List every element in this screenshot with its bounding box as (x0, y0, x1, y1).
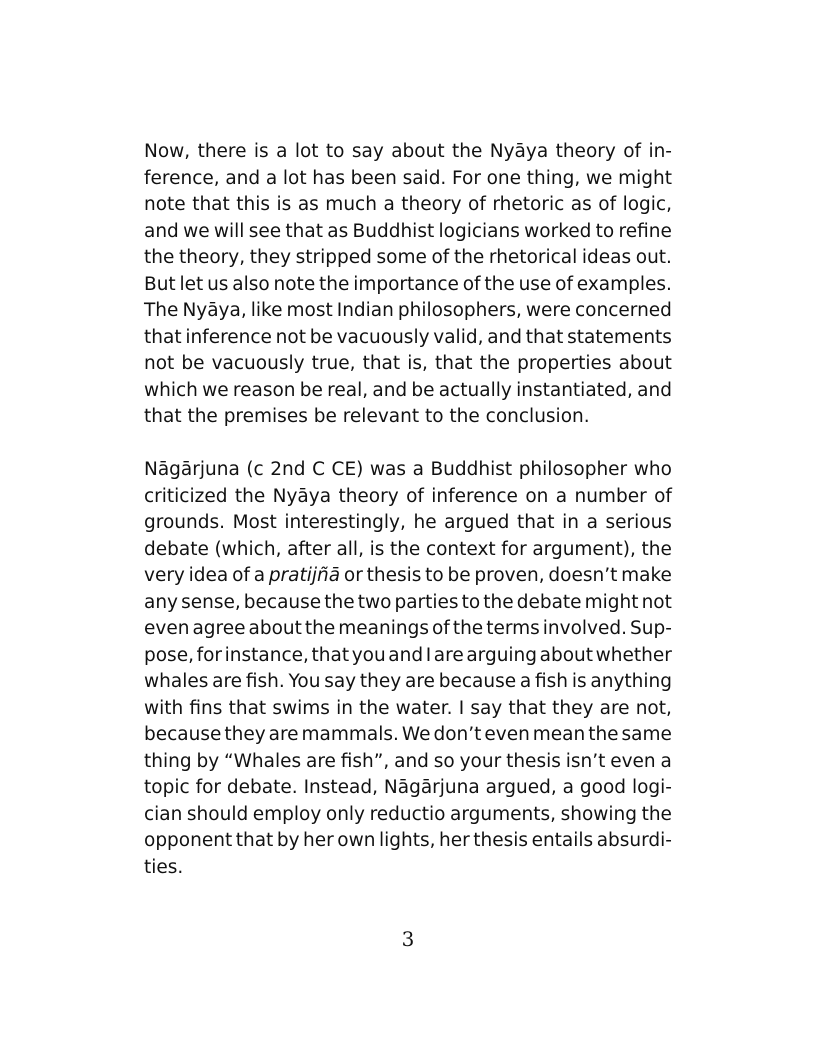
text-line: with fins that swims in the water. I say that they are not, (144, 697, 672, 719)
text-line: ties. (144, 856, 184, 878)
text-line: that the premises be relevant to the conclusion. (144, 406, 590, 427)
text-line: not be vacuously true, that is, that the properties about (144, 353, 672, 374)
italic-term: pratijñā (268, 565, 341, 586)
paragraph (144, 457, 672, 881)
text-line: The Nyāya, like most Indian philosophers, were concerned (144, 300, 672, 321)
text-line: ference, and a lot has been said. For one thing, we might (144, 167, 672, 189)
text-line: very idea of a pratijñā or thesis to be proven, doesn’t make (144, 563, 672, 590)
text-line: even agree about the meanings of the terms involved. Sup- (144, 618, 672, 639)
text-line: note that this is as much a theory of rhetoric as of logic, (144, 194, 672, 215)
text-line: which we reason be real, and be actually instantiated, and (144, 379, 672, 401)
text-line: thing by “Whales are fish”, and so your thesis isn’t even a (144, 750, 672, 772)
text-line: But let us also note the importance of the use of examples. (144, 273, 672, 295)
paragraph-gap (144, 431, 672, 458)
page-number: 3 (401, 927, 415, 951)
text-line: whales are fish. You say they are because a fish is anything (144, 671, 672, 692)
body-text (144, 139, 672, 881)
text-line: criticized the Nyāya theory of inference on a number of (144, 485, 672, 507)
text-line: debate (which, after all, is the context for argument), the (144, 538, 672, 560)
paragraph (144, 139, 672, 431)
text-line: cian should employ only reductio arguments, showing the (144, 803, 672, 825)
text-line: any sense, because the two parties to the debate might not (144, 591, 672, 613)
text-line: Now, there is a lot to say about the Nyāya theory of in- (144, 141, 672, 162)
text-line: opponent that by her own lights, her thesis entails absurdi- (144, 830, 672, 851)
text-line: and we will see that as Buddhist logicians worked to refine (144, 220, 672, 242)
text-line: the theory, they stripped some of the rhetorical ideas out. (144, 247, 672, 268)
text-line: pose, for instance, that you and I are arguing about whether (144, 644, 672, 666)
text-line: topic for debate. Instead, Nāgārjuna argued, a good logi- (144, 777, 672, 798)
text-line: that inference not be vacuously valid, and that statements (144, 326, 672, 348)
text-line: because they are mammals. We don’t even mean the same (144, 724, 672, 745)
text-line: grounds. Most interestingly, he argued that in a serious (144, 512, 672, 533)
text-line: Nāgārjuna (c 2nd C CE) was a Buddhist philosopher who (144, 459, 672, 480)
